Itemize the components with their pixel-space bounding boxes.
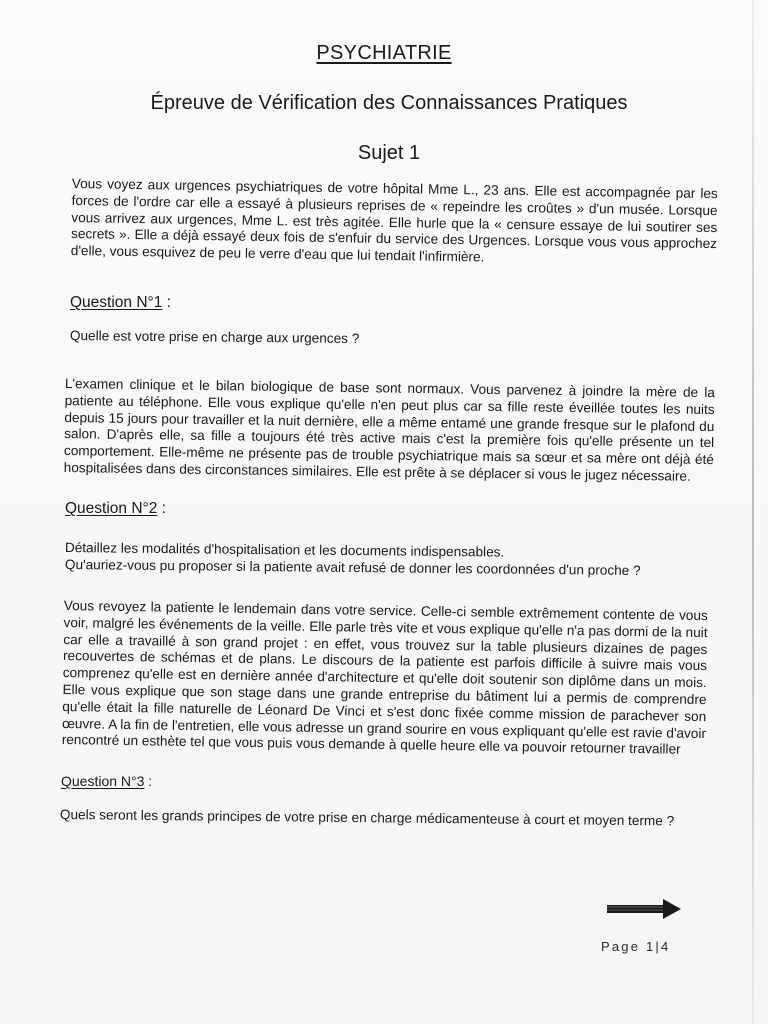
question-1-heading — [70, 294, 171, 312]
question-2-heading — [65, 500, 166, 518]
question-3-colon: : — [144, 773, 153, 789]
question-2-text-line-2: Qu'auriez-vous pu proposer si la patiente avait refusé de donner les coordonnées d'un proche ? — [64, 557, 641, 579]
question-3-label: Question N°3 — [61, 773, 145, 789]
question-3-heading — [61, 773, 152, 789]
question-1-colon: : — [162, 294, 171, 311]
case-paragraph-2: L'examen clinique et le bilan biologique de base sont normaux. Vous parvenez à joindre la mère de la patiente au téléphone. Elle vous explique qu'elle n'en peut plus car sa fille reste éveillée toutes les nuits depuis 15 jours pour travailler et la nuit dernière, elle a même entamé une grande fresque sur le plafond du salon. D'après elle, sa fille a toujours été très active mais c'est la première fois qu'elle présente un tel comportement. Elle-même ne présente pas de trouble psychiatrique mais sa sœur et sa mère ont déjà été hospitalisées dans des circonstances similaires. Elle est prête à se déplacer si vous le jugez nécessaire. — [63, 376, 715, 484]
exam-title: Épreuve de Vérification des Connaissances Pratiques — [150, 92, 628, 114]
question-2-text-line-1: Détaillez les modalités d'hospitalisation et les documents indispensables. — [64, 540, 505, 560]
case-intro-paragraph: Vous voyez aux urgences psychiatriques de votre hôpital Mme L., 23 ans. Elle est accompagnée par les forces de l'ordre car elle a essayé à plusieurs reprises de « repeindre les croûtes » d'un musée. Lorsque vous arrivez aux urgences, Mme L. est très agitée. Elle hurle que la « censure essaye de lui soutirer ses secrets ». Elle a déjà essayé deux fois de s'enfuir du service des Urgences. Lorsque vous vous approchez d'elle, vous esquivez de peu le verre d'eau que lui tendait l'infirmière. — [70, 176, 718, 265]
case-paragraph-3: Vous revoyez la patiente le lendemain dans votre service. Celle-ci semble extrêmement contente de vous voir, malgré les événements de la veille. Elle parle très vite et vous explique qu'elle n'a pas dormi de la nuit car elle a travaillé à son grand projet : en effet, vous trouvez sur la table plusieurs dizaines de pages recouvertes de schémas et de plans. Le discours de la patiente est parfois difficile à suivre mais vous comprenez qu'elle est en dernière année d'architecture et qu'elle doit soutenir son diplôme dans un mois. Elle vous explique que son stage dans une grande entreprise du bâtiment lui a permis de comprendre qu'elle était la fille naturelle de Léonard De Vinci et s'est donc fixée comme mission de parachever son œuvre. A la fin de l'entretien, elle vous adresse un grand sourire en vous expliquant qu'elle est ravie d'avoir rencontré un esthète tel que vous puis vous demande à quelle heure elle va pouvoir retourner travailler — [61, 598, 708, 758]
question-2-label: Question N°2 — [65, 500, 158, 517]
question-1-text: Quelle est votre prise en charge aux urgences ? — [69, 328, 360, 347]
question-2-colon: : — [157, 500, 166, 517]
right-arrow-icon — [607, 899, 681, 919]
question-3-text: Quels seront les grands principes de votre prise en charge médicamenteuse à court et moyen terme ? — [59, 807, 675, 829]
question-1-label: Question N°1 — [70, 294, 163, 311]
topic-title: Sujet 1 — [357, 142, 421, 164]
page-number: Page 1|4 — [601, 939, 671, 954]
subject-heading: PSYCHIATRIE — [316, 42, 452, 64]
